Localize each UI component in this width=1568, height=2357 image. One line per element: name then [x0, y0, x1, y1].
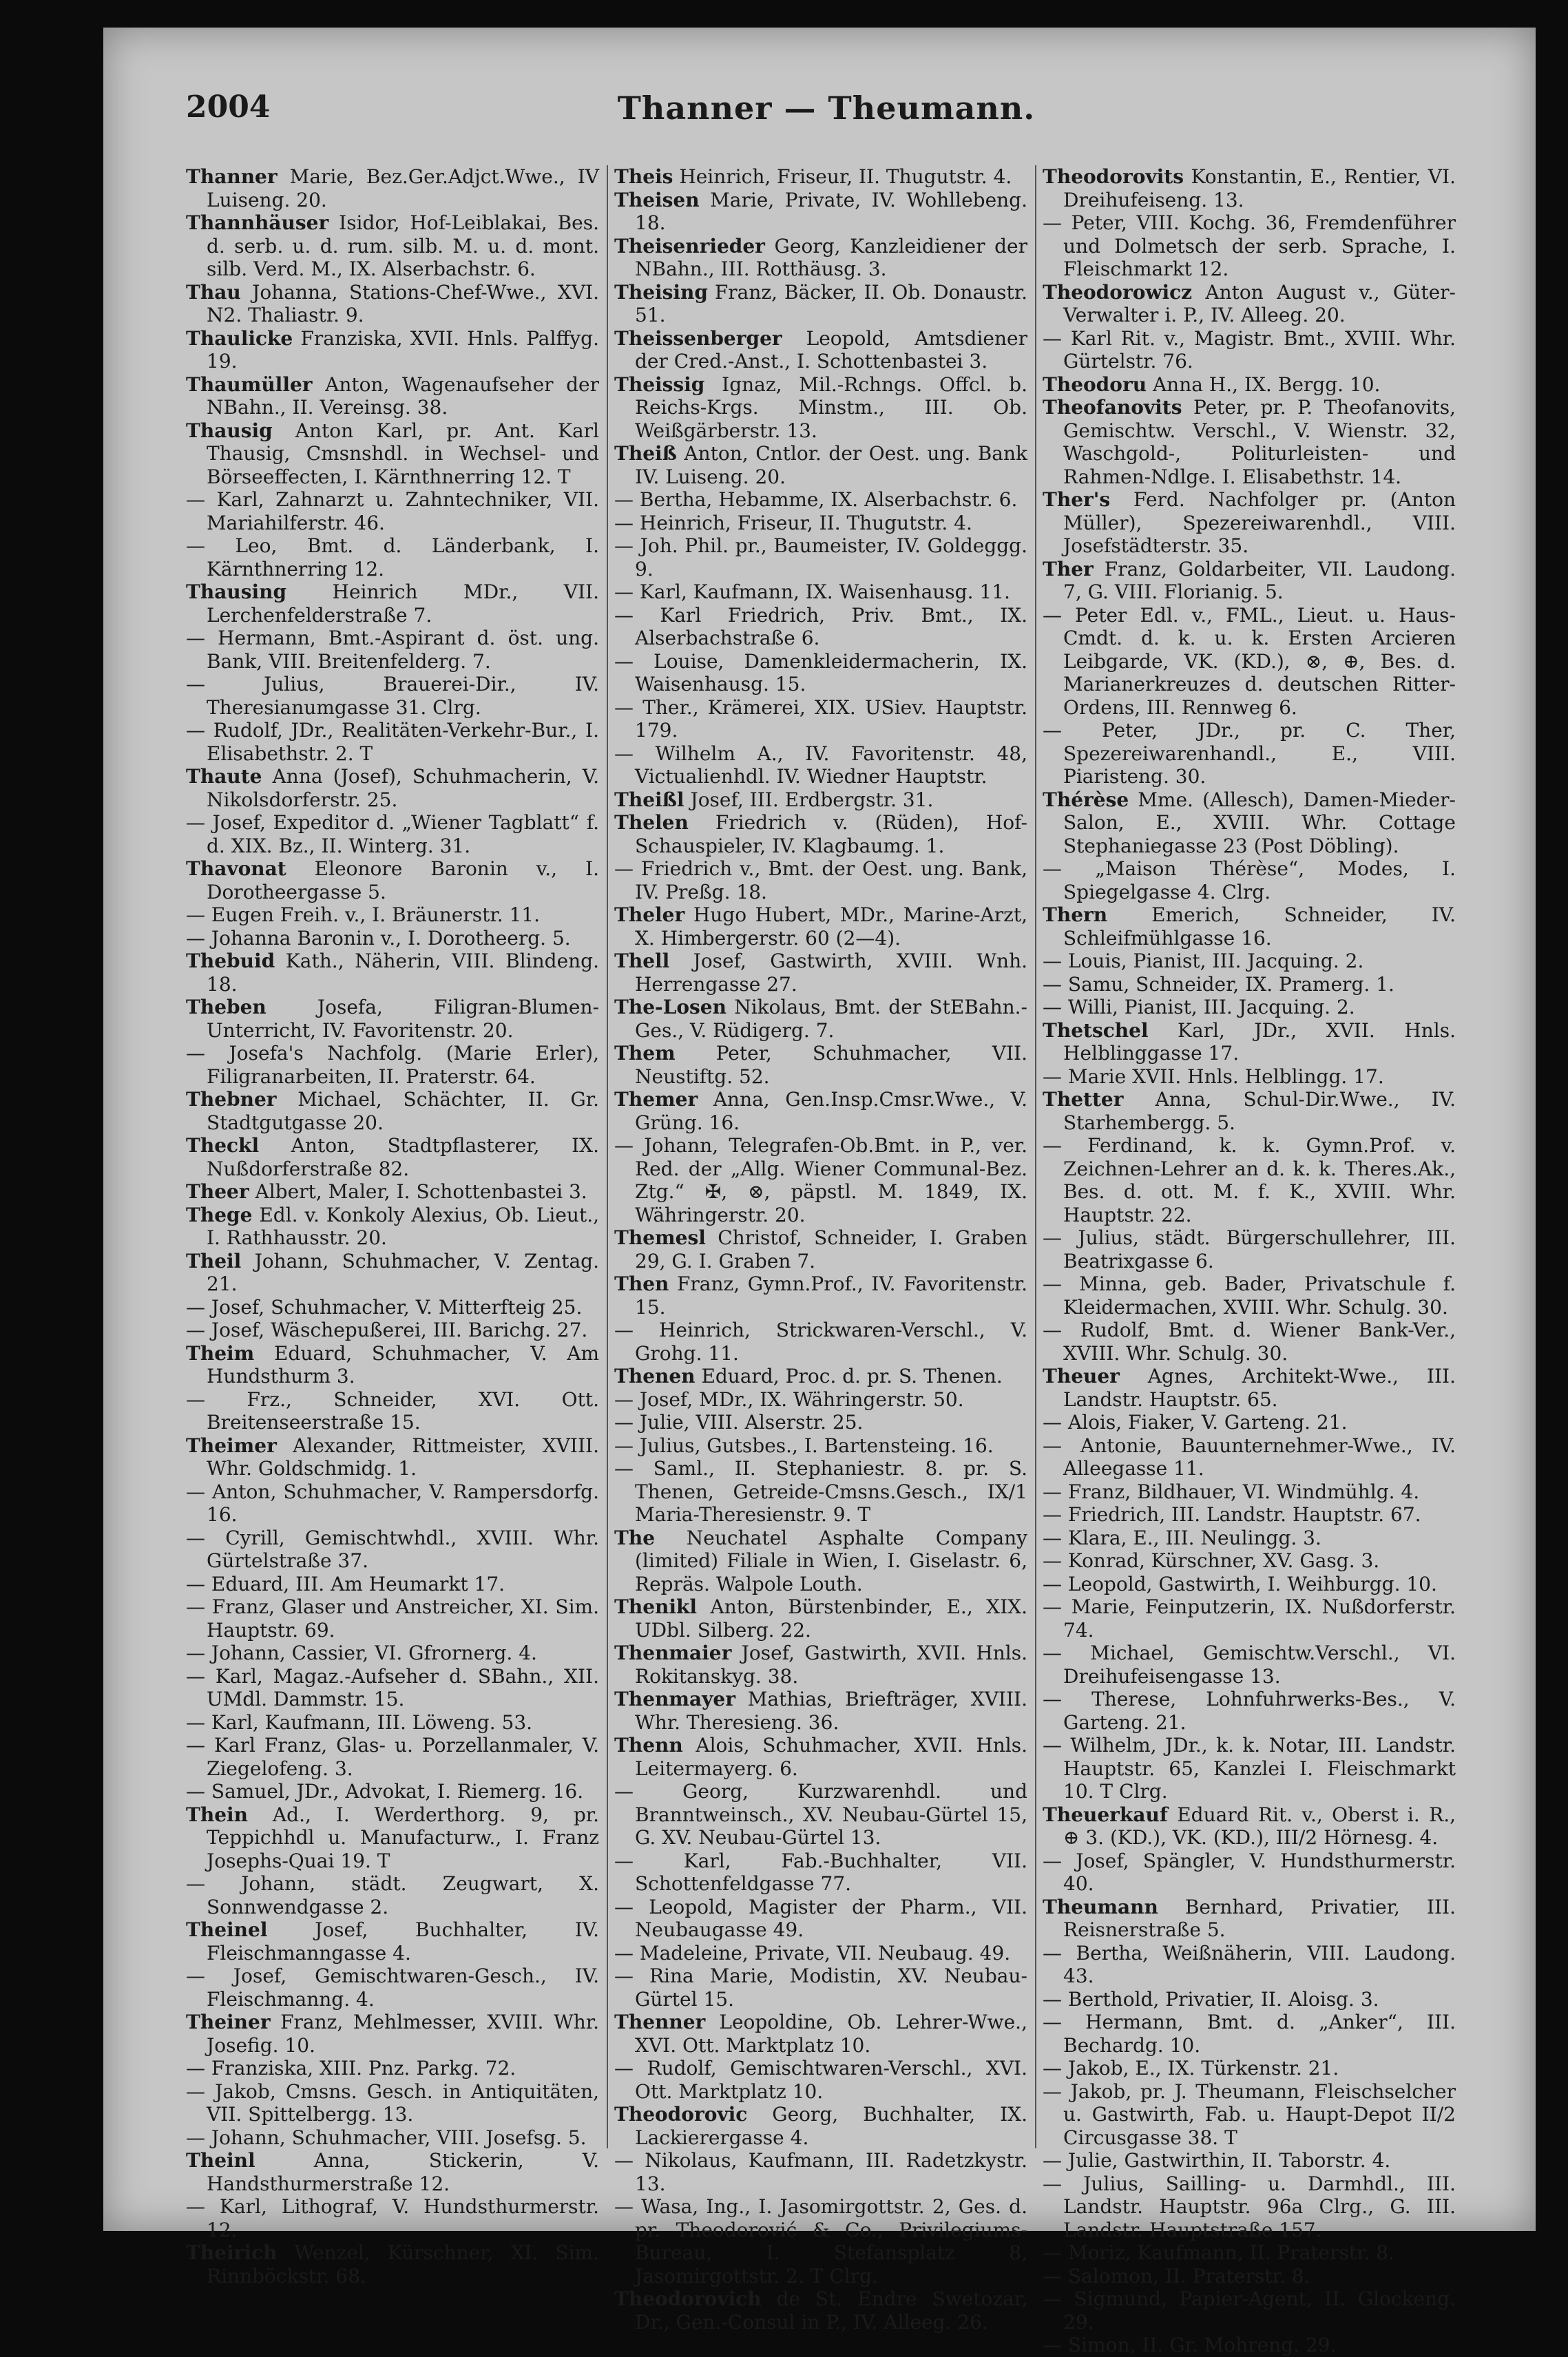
directory-entry: Themer Anna, Gen.Insp.Cmsr.Wwe., V. Grüng. 16. — [614, 1088, 1027, 1134]
directory-entry: — Karl, Zahnarzt u. Zahntechniker, VII. Mariahilferstr. 46. — [186, 488, 599, 534]
directory-entry: Theiß Anton, Cntlor. der Oest. ung. Bank IV. Luiseng. 20. — [614, 442, 1027, 488]
directory-entry: Theodorovits Konstantin, E., Rentier, VI. Dreihufeiseng. 13. — [1043, 165, 1456, 211]
directory-entry: — Julius, städt. Bürgerschullehrer, III. Beatrixgasse 6. — [1043, 1226, 1456, 1272]
directory-entry: — Johann, Telegrafen-Ob.Bmt. in P., ver. Red. der „Allg. Wiener Communal-Bez. Ztg.“ ✠, ⊗, päpstl. M. 1849, IX. Währingerstr. 20. — [614, 1134, 1027, 1226]
directory-entry: Ther's Ferd. Nachfolger pr. (Anton Müller), Spezereiwarenhdl., VIII. Josefstädterstr. 35. — [1043, 488, 1456, 557]
directory-entry: — Jakob, Cmsns. Gesch. in Antiquitäten, VII. Spittelbergg. 13. — [186, 2080, 599, 2126]
directory-entry: Thell Josef, Gastwirth, XVIII. Wnh. Herrengasse 27. — [614, 950, 1027, 996]
directory-entry: — Eduard, III. Am Heumarkt 17. — [186, 1572, 505, 1595]
column-1 — [186, 165, 599, 2287]
directory-entry: Thanner Marie, Bez.Ger.Adjct.Wwe., IV Luiseng. 20. — [186, 165, 599, 211]
directory-entry: Thege Edl. v. Konkoly Alexius, Ob. Lieut., I. Rathhausstr. 20. — [186, 1203, 599, 1249]
directory-entry: — Madeleine, Private, VII. Neubaug. 49. — [614, 1941, 1011, 1965]
directory-entry: Theis Heinrich, Friseur, II. Thugutstr. 4. — [614, 165, 1012, 188]
column-2 — [614, 165, 1027, 2334]
directory-entry: — Klara, E., III. Neulingg. 3. — [1043, 1526, 1321, 1549]
directory-entry: — Wilhelm A., IV. Favoritenstr. 48, Victualienhdl. IV. Wiedner Hauptstr. — [614, 742, 1027, 788]
directory-entry: — Julie, VIII. Alserstr. 25. — [614, 1411, 864, 1434]
directory-entry: — Johanna Baronin v., I. Dorotheerg. 5. — [186, 926, 571, 950]
directory-entry: — Karl, Fab.-Buchhalter, VII. Schottenfeldgasse 77. — [614, 1849, 1027, 1895]
directory-entry: — Jakob, E., IX. Türkenstr. 21. — [1043, 2057, 1339, 2080]
directory-entry: — Jakob, pr. J. Theumann, Fleischselcher u. Gastwirth, Fab. u. Haupt-Depot II/2 Circusgasse 38. T — [1043, 2080, 1456, 2149]
directory-entry: — Berthold, Privatier, II. Aloisg. 3. — [1043, 1987, 1379, 2011]
directory-entry: — Friedrich, III. Landstr. Hauptstr. 67. — [1043, 1503, 1421, 1526]
directory-entry: — Rina Marie, Modistin, XV. Neubau-Gürtel 15. — [614, 1965, 1027, 2011]
directory-entry: Thau Johanna, Stations-Chef-Wwe., XVI. N2. Thaliastr. 9. — [186, 280, 599, 326]
directory-entry: Thenner Leopoldine, Ob. Lehrer-Wwe., XVI. Ott. Marktplatz 10. — [614, 2011, 1027, 2057]
directory-entry: — Moriz, Kaufmann, II. Praterstr. 8. — [1043, 2241, 1394, 2264]
directory-entry: — Antonie, Bauunternehmer-Wwe., IV. Alleegasse 11. — [1043, 1434, 1456, 1480]
directory-entry: — Josefa's Nachfolg. (Marie Erler), Filigranarbeiten, II. Praterstr. 64. — [186, 1042, 599, 1088]
directory-entry: — Johann, Cassier, VI. Gfrornerg. 4. — [186, 1642, 537, 1664]
directory-entry: — Ferdinand, k. k. Gymn.Prof. v. Zeichnen-Lehrer an d. k. k. Theres.Ak., Bes. d. ott. M. f. K., XVIII. Whr. Hauptstr. 22. — [1043, 1134, 1456, 1226]
directory-entry: — Hermann, Bmt. d. „Anker“, III. Bechardg. 10. — [1043, 2011, 1456, 2057]
directory-entry: — Karl, Kaufmann, IX. Waisenhausg. 11. — [614, 580, 1010, 603]
directory-entry: Theodorovich de St. Endre Swetozar, Dr., Gen.-Consul in P., IV. Alleeg. 26. — [614, 2287, 1027, 2334]
directory-entry: — Leopold, Gastwirth, I. Weihburgg. 10. — [1043, 1572, 1437, 1595]
directory-entry: Theissenberger Leopold, Amtsdiener der Cred.-Anst., I. Schottenbastei 3. — [614, 326, 1027, 373]
directory-entry: — Julie, Gastwirthin, II. Taborstr. 4. — [1043, 2149, 1391, 2172]
directory-entry: Theofanovits Peter, pr. P. Theofanovits, Gemischtw. Verschl., V. Wienstr. 32, Waschgold-, Politurleisten- und Rahmen-Ndlge. I. Elisabethstr. 14. — [1043, 396, 1456, 488]
directory-entry: — Alois, Fiaker, V. Garteng. 21. — [1043, 1411, 1348, 1434]
directory-entry: — Julius, Sailling- u. Darmhdl., III. Landstr. Hauptstr. 96a Clrg., G. III. Landstr. Hauptstraße 157. — [1043, 2172, 1456, 2241]
directory-entry: Theben Josefa, Filigran-Blumen-Unterricht, IV. Favoritenstr. 20. — [186, 996, 599, 1042]
directory-entry: — Leo, Bmt. d. Länderbank, I. Kärnthnerring 12. — [186, 534, 599, 580]
directory-entry: — Rudolf, Bmt. d. Wiener Bank-Ver., XVIII. Whr. Schulg. 30. — [1043, 1319, 1456, 1365]
directory-entry: — Frz., Schneider, XVI. Ott. Breitenseerstraße 15. — [186, 1387, 599, 1434]
directory-entry: Them Peter, Schuhmacher, VII. Neustiftg. 52. — [614, 1042, 1027, 1088]
directory-entry: — Peter, VIII. Kochg. 36, Fremdenführer und Dolmetsch der serb. Sprache, I. Fleischmarkt 12. — [1043, 211, 1456, 280]
directory-entry: — Josef, Expeditor d. „Wiener Tagblatt“ f. d. XIX. Bz., II. Winterg. 31. — [186, 811, 599, 857]
directory-entry: — Konrad, Kürschner, XV. Gasg. 3. — [1043, 1549, 1380, 1572]
directory-entry: Thebner Michael, Schächter, II. Gr. Stadtgutgasse 20. — [186, 1088, 599, 1134]
page-header — [186, 90, 1467, 151]
directory-entry: — Josef, Wäschepußerei, III. Barichg. 27. — [186, 1319, 588, 1341]
directory-entry: — Karl, Kaufmann, III. Löweng. 53. — [186, 1710, 533, 1734]
directory-entry: — Karl Rit. v., Magistr. Bmt., XVIII. Whr. Gürtelstr. 76. — [1043, 326, 1456, 373]
directory-entry: — Minna, geb. Bader, Privatschule f. Kleidermachen, XVIII. Whr. Schulg. 30. — [1043, 1272, 1456, 1319]
directory-entry: — Nikolaus, Kaufmann, III. Radetzkystr. 13. — [614, 2149, 1027, 2195]
directory-entry: — Karl, Lithograf, V. Hundsthurmerstr. 12. — [186, 2195, 599, 2241]
directory-entry: — Marie, Feinputzerin, IX. Nußdorferstr. 74. — [1043, 1595, 1456, 1642]
directory-entry: Thavonat Eleonore Baronin v., I. Dorotheergasse 5. — [186, 857, 599, 903]
directory-entry: — Josef, MDr., IX. Währingerstr. 50. — [614, 1387, 964, 1411]
directory-entry: The-Losen Nikolaus, Bmt. der StEBahn.-Ges., V. Rüdigerg. 7. — [614, 996, 1027, 1042]
directory-entry: — Bertha, Weißnäherin, VIII. Laudong. 43. — [1043, 1941, 1456, 1987]
directory-entry: — Saml., II. Stephaniestr. 8. pr. S. Thenen, Getreide-Cmsns.Gesch., IX/1 Maria-Theresienstr. 9. T — [614, 1457, 1027, 1526]
column-divider — [607, 165, 608, 2148]
directory-entry: — Samu, Schneider, IX. Pramerg. 1. — [1043, 972, 1394, 996]
directory-entry: Thetter Anna, Schul-Dir.Wwe., IV. Starhembergg. 5. — [1043, 1088, 1456, 1134]
column-3 — [1043, 165, 1456, 2356]
directory-entry: — Eugen Freih. v., I. Bräunerstr. 11. — [186, 903, 540, 926]
directory-entry: Theißl Josef, III. Erdbergstr. 31. — [614, 788, 934, 811]
directory-entry: — Marie XVII. Hnls. Helblingg. 17. — [1043, 1065, 1384, 1088]
directory-entry: Theiner Franz, Mehlmesser, XVIII. Whr. Josefig. 10. — [186, 2011, 599, 2057]
directory-entry: — Franz, Glaser und Anstreicher, XI. Sim. Hauptstr. 69. — [186, 1595, 599, 1642]
directory-entry: — Julius, Gutsbes., I. Bartensteing. 16. — [614, 1434, 994, 1457]
directory-entry: — Samuel, JDr., Advokat, I. Riemerg. 16. — [186, 1780, 584, 1803]
directory-entry: — Hermann, Bmt.-Aspirant d. öst. ung. Bank, VIII. Breitenfelderg. 7. — [186, 627, 599, 673]
directory-entry: — Rudolf, Gemischtwaren-Verschl., XVI. Ott. Marktplatz 10. — [614, 2057, 1027, 2103]
directory-entry: Theuerkauf Eduard Rit. v., Oberst i. R., ⊕ 3. (KD.), VK. (KD.), III/2 Hörnesg. 4. — [1043, 1803, 1456, 1849]
directory-entry: Theisenrieder Georg, Kanzleidiener der NBahn., III. Rotthäusg. 3. — [614, 234, 1027, 280]
directory-entry: Theinel Josef, Buchhalter, IV. Fleischmanngasse 4. — [186, 1918, 599, 1965]
directory-entry: Thenikl Anton, Bürstenbinder, E., XIX. UDbl. Silberg. 22. — [614, 1595, 1027, 1642]
directory-entry: The Neuchatel Asphalte Company (limited) Filiale in Wien, I. Giselastr. 6, Repräs. Walpole Louth. — [614, 1526, 1027, 1595]
directory-entry: — Johann, Schuhmacher, VIII. Josefsg. 5. — [186, 2126, 587, 2149]
directory-entry: — Anton, Schuhmacher, V. Rampersdorfg. 16. — [186, 1480, 599, 1526]
directory-entry: — Joh. Phil. pr., Baumeister, IV. Goldeggg. 9. — [614, 534, 1027, 580]
directory-entry: Thaute Anna (Josef), Schuhmacherin, V. Nikolsdorferstr. 25. — [186, 765, 599, 811]
directory-entry: — Heinrich, Strickwaren-Verschl., V. Grohg. 11. — [614, 1319, 1027, 1365]
running-head: Thanner — Theumann. — [617, 90, 1036, 127]
directory-entry: — Louise, Damenkleidermacherin, IX. Waisenhausg. 15. — [614, 649, 1027, 695]
directory-entry: Theodorowicz Anton August v., Güter-Verwalter i. P., IV. Alleeg. 20. — [1043, 280, 1456, 326]
directory-entry: — Peter, JDr., pr. C. Ther, Spezereiwarenhandl., E., VIII. Piaristeng. 30. — [1043, 719, 1456, 788]
directory-entry: — Franziska, XIII. Pnz. Parkg. 72. — [186, 2057, 516, 2080]
directory-entry: — Bertha, Hebamme, IX. Alserbachstr. 6. — [614, 488, 1018, 511]
directory-entry: Theirich Wenzel, Kürschner, XI. Sim. Rinnböckstr. 68. — [186, 2241, 599, 2287]
directory-entry: Theising Franz, Bäcker, II. Ob. Donaustr. 51. — [614, 280, 1027, 326]
directory-entry: Thebuid Kath., Näherin, VIII. Blindeng. 18. — [186, 950, 599, 996]
directory-entry: Theodoru Anna H., IX. Bergg. 10. — [1043, 373, 1381, 396]
directory-entry: Themesl Christof, Schneider, I. Graben 29, G. I. Graben 7. — [614, 1226, 1027, 1272]
directory-entry: Theuer Agnes, Architekt-Wwe., III. Landstr. Hauptstr. 65. — [1043, 1365, 1456, 1411]
directory-entry: — Karl Franz, Glas- u. Porzellanmaler, V. Ziegelofeng. 3. — [186, 1734, 599, 1780]
directory-entry: — Karl Friedrich, Priv. Bmt., IX. Alserbachstraße 6. — [614, 603, 1027, 649]
directory-page — [103, 28, 1536, 2356]
directory-entry: Thetschel Karl, JDr., XVII. Hnls. Helblinggasse 17. — [1043, 1018, 1456, 1065]
directory-entry: Thelen Friedrich v. (Rüden), Hof-Schauspieler, IV. Klagbaumg. 1. — [614, 811, 1027, 857]
directory-entry: — Ther., Krämerei, XIX. USiev. Hauptstr. 179. — [614, 695, 1027, 742]
directory-entry: Theer Albert, Maler, I. Schottenbastei 3. — [186, 1180, 587, 1203]
directory-entry: — Josef, Gemischtwaren-Gesch., IV. Fleischmanng. 4. — [186, 1965, 599, 2011]
directory-entry: — Rudolf, JDr., Realitäten-Verkehr-Bur., I. Elisabethstr. 2. T — [186, 719, 599, 765]
directory-entry: — Michael, Gemischtw.Verschl., VI. Dreihufeisengasse 13. — [1043, 1642, 1456, 1688]
directory-entry: Thenmaier Josef, Gastwirth, XVII. Hnls. Rokitanskyg. 38. — [614, 1642, 1027, 1688]
directory-entry: Thaumüller Anton, Wagenaufseher der NBahn., II. Vereinsg. 38. — [186, 373, 599, 419]
directory-entry: Thausig Anton Karl, pr. Ant. Karl Thausig, Cmsnshdl. in Wechsel- und Börseeffecten, I. Kärnthnerring 12. T — [186, 419, 599, 488]
directory-entry: — Julius, Brauerei-Dir., IV. Theresianumgasse 31. Clrg. — [186, 673, 599, 719]
directory-entry: Then Franz, Gymn.Prof., IV. Favoritenstr. 15. — [614, 1272, 1027, 1319]
directory-entry: Theumann Bernhard, Privatier, III. Reisnerstraße 5. — [1043, 1895, 1456, 1941]
page-number: 2004 — [186, 90, 271, 125]
directory-entry: Theisen Marie, Private, IV. Wohllebeng. 18. — [614, 188, 1027, 234]
directory-entry: — Willi, Pianist, III. Jacquing. 2. — [1043, 996, 1355, 1018]
directory-entry: Thausing Heinrich MDr., VII. Lerchenfelderstraße 7. — [186, 580, 599, 627]
directory-entry: Theinl Anna, Stickerin, V. Handsthurmerstraße 12. — [186, 2149, 599, 2195]
directory-entry: — Salomon, II. Praterstr. 8. — [1043, 2264, 1310, 2287]
directory-entry: Thenmayer Mathias, Briefträger, XVIII. Whr. Theresieng. 36. — [614, 1688, 1027, 1734]
directory-entry: Theil Johann, Schuhmacher, V. Zentag. 21. — [186, 1249, 599, 1295]
directory-entry: Theimer Alexander, Rittmeister, XVIII. Whr. Goldschmidg. 1. — [186, 1434, 599, 1480]
directory-entry: Theckl Anton, Stadtpflasterer, IX. Nußdorferstraße 82. — [186, 1134, 599, 1180]
directory-entry: Theim Eduard, Schuhmacher, V. Am Hundsthurm 3. — [186, 1341, 599, 1387]
directory-entry: Theodorovic Georg, Buchhalter, IX. Lackierergasse 4. — [614, 2103, 1027, 2149]
directory-entry: — Wilhelm, JDr., k. k. Notar, III. Landstr. Hauptstr. 65, Kanzlei I. Fleischmarkt 10. T Clrg. — [1043, 1734, 1456, 1803]
directory-entry: — Wasa, Ing., I. Jasomirgottstr. 2, Ges. d. pr. Theodorović & Co., Privilegiums-Bureau, I. Stefansplatz 8, Jasomirgottstr. 2. T Clrg. — [614, 2195, 1027, 2287]
directory-entry: — Cyrill, Gemischtwhdl., XVIII. Whr. Gürtelstraße 37. — [186, 1526, 599, 1572]
directory-entry: Theler Hugo Hubert, MDr., Marine-Arzt, X. Himbergerstr. 60 (2—4). — [614, 903, 1027, 950]
directory-entry: — Johann, städt. Zeugwart, X. Sonnwendgasse 2. — [186, 1872, 599, 1918]
directory-entry: — Josef, Schuhmacher, V. Mitterfteig 25. — [186, 1295, 583, 1319]
directory-entry: Thenen Eduard, Proc. d. pr. S. Thenen. — [614, 1365, 1003, 1387]
directory-entry: — Heinrich, Friseur, II. Thugutstr. 4. — [614, 511, 972, 534]
directory-entry: — Josef, Spängler, V. Hundsthurmerstr. 40. — [1043, 1849, 1456, 1895]
directory-entry: Theissig Ignaz, Mil.-Rchngs. Offcl. b. Reichs-Krgs. Minstm., III. Ob. Weißgärberstr. 13. — [614, 373, 1027, 442]
directory-entry: — Georg, Kurzwarenhdl. und Branntweinsch., XV. Neubau-Gürtel 15, G. XV. Neubau-Gürtel 13. — [614, 1780, 1027, 1849]
directory-entry: Thaulicke Franziska, XVII. Hnls. Palffyg. 19. — [186, 326, 599, 373]
column-divider — [1035, 165, 1036, 2148]
directory-entry: — Karl, Magaz.-Aufseher d. SBahn., XII. UMdl. Dammstr. 15. — [186, 1664, 599, 1710]
directory-entry: — Therese, Lohnfuhrwerks-Bes., V. Garteng. 21. — [1043, 1688, 1456, 1734]
directory-entry: Thern Emerich, Schneider, IV. Schleifmühlgasse 16. — [1043, 903, 1456, 950]
directory-entry: — Louis, Pianist, III. Jacquing. 2. — [1043, 950, 1364, 972]
directory-entry: Thenn Alois, Schuhmacher, XVII. Hnls. Leitermayerg. 6. — [614, 1734, 1027, 1780]
directory-entry: — Simon, II. Gr. Mohreng. 29. — [1043, 2334, 1337, 2356]
directory-entry: Thein Ad., I. Werderthorg. 9, pr. Teppichhdl u. Manufacturw., I. Franz Josephs-Quai 19. T — [186, 1803, 599, 1872]
directory-entry: — „Maison Thérèse“, Modes, I. Spiegelgasse 4. Clrg. — [1043, 857, 1456, 903]
directory-entry: — Leopold, Magister der Pharm., VII. Neubaugasse 49. — [614, 1895, 1027, 1941]
directory-entry: — Peter Edl. v., FML., Lieut. u. Haus-Cmdt. d. k. u. k. Ersten Arcieren Leibgarde, VK. (KD.), ⊗, ⊕, Bes. d. Marianerkreuzes d. deutschen Ritter-Ordens, III. Rennweg 6. — [1043, 603, 1456, 719]
directory-entry: Ther Franz, Goldarbeiter, VII. Laudong. 7, G. VIII. Florianig. 5. — [1043, 557, 1456, 603]
directory-entry: Thérèse Mme. (Allesch), Damen-Mieder-Salon, E., XVIII. Whr. Cottage Stephaniegasse 23 (Post Döbling). — [1043, 788, 1456, 857]
directory-entry: — Friedrich v., Bmt. der Oest. ung. Bank, IV. Preßg. 18. — [614, 857, 1027, 903]
directory-entry: — Franz, Bildhauer, VI. Windmühlg. 4. — [1043, 1480, 1420, 1503]
directory-entry: — Sigmund, Papier-Agent, II. Glockeng. 29. — [1043, 2287, 1456, 2334]
directory-entry: Thannhäuser Isidor, Hof-Leiblakai, Bes. d. serb. u. d. rum. silb. M. u. d. mont. silb. Verd. M., IX. Alserbachstr. 6. — [186, 211, 599, 280]
